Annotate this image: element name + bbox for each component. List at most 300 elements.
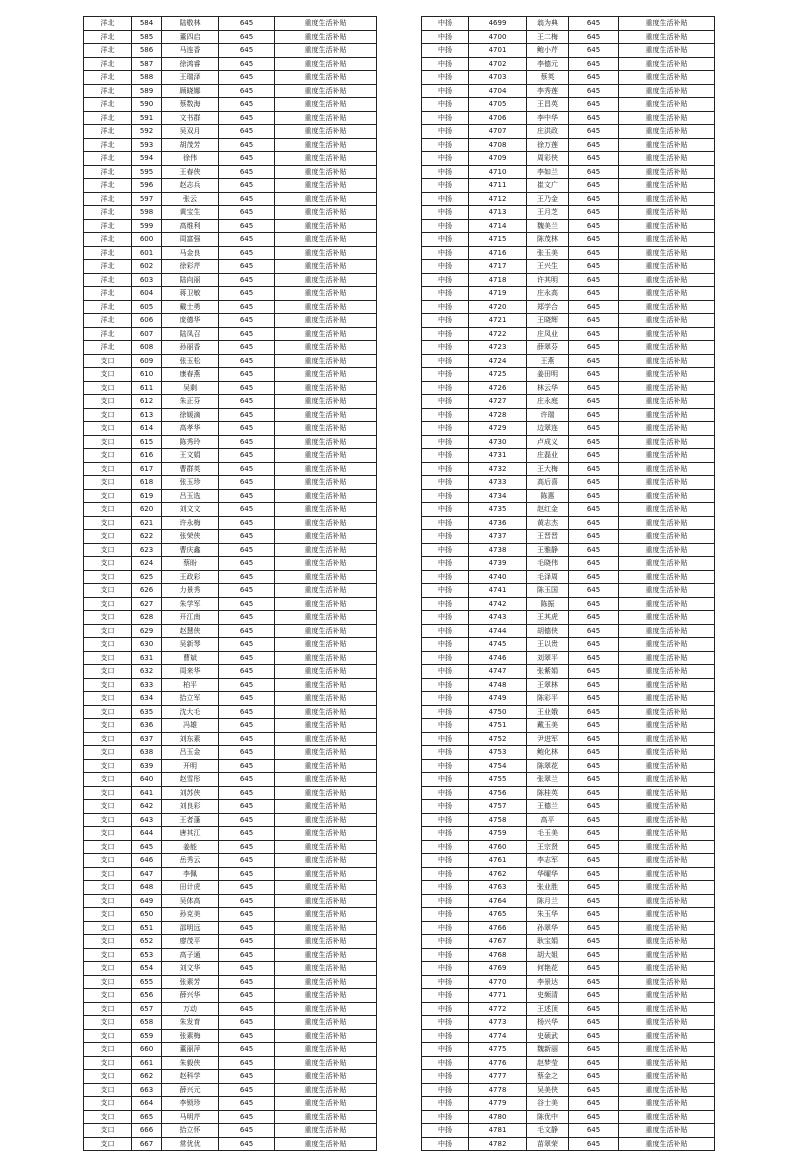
serial-number-cell: 641 (132, 786, 162, 800)
serial-number-cell: 4729 (469, 422, 527, 436)
amount-cell: 645 (569, 300, 619, 314)
name-cell: 陆向丽 (162, 273, 219, 287)
serial-number-cell: 4754 (469, 759, 527, 773)
table-row (84, 341, 377, 355)
serial-number-cell: 4781 (469, 1124, 527, 1138)
table-row (84, 935, 377, 949)
name-cell: 廖茂平 (162, 935, 219, 949)
serial-number-cell: 639 (132, 759, 162, 773)
amount-cell: 645 (569, 503, 619, 517)
table-row (84, 30, 377, 44)
amount-cell: 645 (219, 1029, 275, 1043)
table-row (422, 1137, 715, 1151)
amount-cell: 645 (569, 192, 619, 206)
serial-number-cell: 4770 (469, 975, 527, 989)
table-row (422, 17, 715, 31)
town-cell: 中扬 (422, 692, 469, 706)
amount-cell: 645 (569, 651, 619, 665)
subsidy-type-cell: 重度生活补贴 (275, 381, 377, 395)
subsidy-type-cell: 重度生活补贴 (275, 435, 377, 449)
subsidy-type-cell: 重度生活补贴 (275, 854, 377, 868)
subsidy-type-cell: 重度生活补贴 (275, 638, 377, 652)
town-cell: 洋北 (84, 30, 132, 44)
subsidy-type-cell: 重度生活补贴 (275, 557, 377, 571)
town-cell: 中扬 (422, 192, 469, 206)
name-cell: 曹斌 (162, 651, 219, 665)
name-cell: 许其明 (527, 273, 569, 287)
town-cell: 中扬 (422, 246, 469, 260)
amount-cell: 645 (569, 773, 619, 787)
name-cell: 林云华 (527, 381, 569, 395)
name-cell: 李佩 (162, 867, 219, 881)
serial-number-cell: 4708 (469, 138, 527, 152)
name-cell: 张业胜 (527, 881, 569, 895)
amount-cell: 645 (219, 827, 275, 841)
subsidy-type-cell: 重度生活补贴 (619, 557, 715, 571)
table-row (84, 611, 377, 625)
town-cell: 支口 (84, 1016, 132, 1030)
amount-cell: 645 (219, 989, 275, 1003)
serial-number-cell: 633 (132, 678, 162, 692)
table-row (84, 665, 377, 679)
name-cell: 李志军 (527, 854, 569, 868)
subsidy-type-cell: 重度生活补贴 (275, 368, 377, 382)
serial-number-cell: 4772 (469, 1002, 527, 1016)
name-cell: 徐鸿睿 (162, 57, 219, 71)
amount-cell: 645 (219, 1043, 275, 1057)
town-cell: 中扬 (422, 1137, 469, 1151)
subsidy-type-cell: 重度生活补贴 (619, 98, 715, 112)
serial-number-cell: 4743 (469, 611, 527, 625)
table-row (422, 422, 715, 436)
name-cell: 庄磊业 (527, 449, 569, 463)
amount-cell: 645 (569, 1016, 619, 1030)
town-cell: 支口 (84, 570, 132, 584)
table-row (422, 71, 715, 85)
amount-cell: 645 (569, 30, 619, 44)
town-cell: 支口 (84, 948, 132, 962)
name-cell: 马明芹 (162, 1110, 219, 1124)
table-row (84, 260, 377, 274)
serial-number-cell: 643 (132, 813, 162, 827)
table-row (84, 152, 377, 166)
name-cell: 朱玉华 (527, 908, 569, 922)
serial-number-cell: 4701 (469, 44, 527, 58)
table-row (84, 543, 377, 557)
amount-cell: 645 (219, 30, 275, 44)
town-cell: 支口 (84, 1137, 132, 1151)
amount-cell: 645 (569, 287, 619, 301)
subsidy-type-cell: 重度生活补贴 (275, 1124, 377, 1138)
subsidy-type-cell: 重度生活补贴 (619, 476, 715, 490)
amount-cell: 645 (219, 881, 275, 895)
table-row (84, 84, 377, 98)
name-cell: 陈翠花 (527, 759, 569, 773)
subsidy-type-cell: 重度生活补贴 (275, 692, 377, 706)
amount-cell: 645 (569, 962, 619, 976)
table-row (422, 57, 715, 71)
right-roster-body (422, 17, 715, 1151)
table-row (84, 1124, 377, 1138)
table-row (84, 975, 377, 989)
amount-cell: 645 (569, 1043, 619, 1057)
amount-cell: 645 (219, 1056, 275, 1070)
amount-cell: 645 (219, 1070, 275, 1084)
table-row (84, 111, 377, 125)
name-cell: 李秀莲 (527, 84, 569, 98)
name-cell: 庄洪政 (527, 125, 569, 139)
amount-cell: 645 (219, 813, 275, 827)
table-row (422, 516, 715, 530)
table-row (422, 219, 715, 233)
subsidy-type-cell: 重度生活补贴 (275, 611, 377, 625)
amount-cell: 645 (569, 800, 619, 814)
subsidy-type-cell: 重度生活补贴 (619, 381, 715, 395)
amount-cell: 645 (219, 786, 275, 800)
name-cell: 薛翠芬 (527, 341, 569, 355)
town-cell: 中扬 (422, 219, 469, 233)
subsidy-type-cell: 重度生活补贴 (275, 152, 377, 166)
town-cell: 支口 (84, 638, 132, 652)
serial-number-cell: 4767 (469, 935, 527, 949)
town-cell: 中扬 (422, 395, 469, 409)
name-cell: 陆敬林 (162, 17, 219, 31)
name-cell: 姜田明 (527, 368, 569, 382)
serial-number-cell: 652 (132, 935, 162, 949)
town-cell: 中扬 (422, 273, 469, 287)
amount-cell: 645 (219, 165, 275, 179)
serial-number-cell: 616 (132, 449, 162, 463)
subsidy-type-cell: 重度生活补贴 (619, 57, 715, 71)
table-row (84, 273, 377, 287)
table-row (422, 854, 715, 868)
town-cell: 支口 (84, 1056, 132, 1070)
amount-cell: 645 (219, 705, 275, 719)
subsidy-type-cell: 重度生活补贴 (619, 773, 715, 787)
subsidy-type-cell: 重度生活补贴 (619, 881, 715, 895)
town-cell: 中扬 (422, 584, 469, 598)
table-row (84, 462, 377, 476)
name-cell: 史频清 (527, 989, 569, 1003)
subsidy-type-cell: 重度生活补贴 (619, 179, 715, 193)
town-cell: 支口 (84, 449, 132, 463)
amount-cell: 645 (569, 1137, 619, 1151)
serial-number-cell: 4757 (469, 800, 527, 814)
amount-cell: 645 (569, 408, 619, 422)
town-cell: 中扬 (422, 570, 469, 584)
name-cell: 许永梅 (162, 516, 219, 530)
serial-number-cell: 611 (132, 381, 162, 395)
serial-number-cell: 4761 (469, 854, 527, 868)
town-cell: 洋北 (84, 98, 132, 112)
subsidy-type-cell: 重度生活补贴 (619, 462, 715, 476)
subsidy-type-cell: 重度生活补贴 (275, 1056, 377, 1070)
town-cell: 中扬 (422, 233, 469, 247)
amount-cell: 645 (569, 1097, 619, 1111)
name-cell: 毛泽周 (527, 570, 569, 584)
subsidy-type-cell: 重度生活补贴 (619, 719, 715, 733)
table-row (422, 840, 715, 854)
name-cell: 张荣侠 (162, 530, 219, 544)
name-cell: 蔡金之 (527, 1070, 569, 1084)
table-row (422, 489, 715, 503)
subsidy-type-cell: 重度生活补贴 (275, 921, 377, 935)
amount-cell: 645 (569, 111, 619, 125)
serial-number-cell: 657 (132, 1002, 162, 1016)
town-cell: 中扬 (422, 719, 469, 733)
subsidy-type-cell: 重度生活补贴 (619, 1124, 715, 1138)
serial-number-cell: 609 (132, 354, 162, 368)
name-cell: 王文娟 (162, 449, 219, 463)
town-cell: 支口 (84, 1124, 132, 1138)
name-cell: 王二梅 (527, 30, 569, 44)
table-row (422, 962, 715, 976)
name-cell: 王政彩 (162, 570, 219, 584)
subsidy-type-cell: 重度生活补贴 (619, 800, 715, 814)
name-cell: 吴体高 (162, 894, 219, 908)
table-row (84, 813, 377, 827)
serial-number-cell: 4771 (469, 989, 527, 1003)
town-cell: 中扬 (422, 138, 469, 152)
subsidy-type-cell: 重度生活补贴 (619, 219, 715, 233)
town-cell: 支口 (84, 1043, 132, 1057)
name-cell: 王其虎 (527, 611, 569, 625)
serial-number-cell: 4753 (469, 746, 527, 760)
subsidy-type-cell: 重度生活补贴 (275, 57, 377, 71)
name-cell: 马连香 (162, 44, 219, 58)
town-cell: 洋北 (84, 44, 132, 58)
name-cell: 李如兰 (527, 165, 569, 179)
name-cell: 庄永高 (527, 287, 569, 301)
town-cell: 中扬 (422, 975, 469, 989)
table-row (422, 570, 715, 584)
name-cell: 周富强 (162, 233, 219, 247)
table-row (84, 219, 377, 233)
serial-number-cell: 596 (132, 179, 162, 193)
subsidy-type-cell: 重度生活补贴 (275, 395, 377, 409)
table-row (422, 813, 715, 827)
amount-cell: 645 (569, 206, 619, 220)
serial-number-cell: 4746 (469, 651, 527, 665)
table-row (84, 705, 377, 719)
table-row (422, 530, 715, 544)
table-row (422, 719, 715, 733)
table-row (422, 800, 715, 814)
subsidy-type-cell: 重度生活补贴 (619, 1056, 715, 1070)
serial-number-cell: 4774 (469, 1029, 527, 1043)
table-row (422, 773, 715, 787)
serial-number-cell: 603 (132, 273, 162, 287)
table-row (84, 530, 377, 544)
subsidy-type-cell: 重度生活补贴 (619, 732, 715, 746)
serial-number-cell: 4709 (469, 152, 527, 166)
name-cell: 薛兴元 (162, 1083, 219, 1097)
subsidy-type-cell: 重度生活补贴 (275, 341, 377, 355)
serial-number-cell: 4769 (469, 962, 527, 976)
name-cell: 朱学军 (162, 597, 219, 611)
name-cell: 王晓辉 (527, 314, 569, 328)
name-cell: 王雅静 (527, 543, 569, 557)
table-row (84, 759, 377, 773)
name-cell: 杨兴华 (527, 1016, 569, 1030)
name-cell: 华曜华 (527, 867, 569, 881)
serial-number-cell: 4755 (469, 773, 527, 787)
subsidy-type-cell: 重度生活补贴 (275, 300, 377, 314)
serial-number-cell: 4699 (469, 17, 527, 31)
name-cell: 张玉松 (162, 354, 219, 368)
table-row (84, 894, 377, 908)
amount-cell: 645 (219, 854, 275, 868)
town-cell: 中扬 (422, 57, 469, 71)
table-row (84, 584, 377, 598)
subsidy-type-cell: 重度生活补贴 (275, 719, 377, 733)
amount-cell: 645 (569, 624, 619, 638)
name-cell: 蒋卫敏 (162, 287, 219, 301)
amount-cell: 645 (569, 138, 619, 152)
town-cell: 中扬 (422, 1002, 469, 1016)
serial-number-cell: 4714 (469, 219, 527, 233)
table-row (422, 881, 715, 895)
town-cell: 中扬 (422, 962, 469, 976)
town-cell: 中扬 (422, 84, 469, 98)
subsidy-type-cell: 重度生活补贴 (275, 746, 377, 760)
table-row (84, 773, 377, 787)
subsidy-type-cell: 重度生活补贴 (619, 260, 715, 274)
subsidy-type-cell: 重度生活补贴 (619, 206, 715, 220)
subsidy-type-cell: 重度生活补贴 (275, 975, 377, 989)
table-row (422, 84, 715, 98)
name-cell: 刘苏侠 (162, 786, 219, 800)
amount-cell: 645 (569, 368, 619, 382)
right-roster-table (421, 16, 715, 1151)
amount-cell: 645 (569, 449, 619, 463)
subsidy-type-cell: 重度生活补贴 (275, 273, 377, 287)
table-row (422, 746, 715, 760)
serial-number-cell: 591 (132, 111, 162, 125)
town-cell: 中扬 (422, 489, 469, 503)
table-row (422, 449, 715, 463)
serial-number-cell: 4704 (469, 84, 527, 98)
name-cell: 张紫娟 (527, 665, 569, 679)
subsidy-type-cell: 重度生活补贴 (619, 17, 715, 31)
town-cell: 支口 (84, 611, 132, 625)
name-cell: 邵明远 (162, 921, 219, 935)
subsidy-type-cell: 重度生活补贴 (619, 759, 715, 773)
town-cell: 支口 (84, 368, 132, 382)
amount-cell: 645 (569, 570, 619, 584)
town-cell: 中扬 (422, 314, 469, 328)
name-cell: 庄永庭 (527, 395, 569, 409)
serial-number-cell: 4779 (469, 1097, 527, 1111)
serial-number-cell: 4706 (469, 111, 527, 125)
serial-number-cell: 4716 (469, 246, 527, 260)
table-row (422, 179, 715, 193)
table-row (422, 1097, 715, 1111)
serial-number-cell: 4741 (469, 584, 527, 598)
town-cell: 中扬 (422, 1110, 469, 1124)
subsidy-type-cell: 重度生活补贴 (275, 584, 377, 598)
town-cell: 中扬 (422, 597, 469, 611)
subsidy-type-cell: 重度生活补贴 (619, 30, 715, 44)
town-cell: 中扬 (422, 165, 469, 179)
amount-cell: 645 (569, 314, 619, 328)
serial-number-cell: 4713 (469, 206, 527, 220)
amount-cell: 645 (569, 746, 619, 760)
amount-cell: 645 (569, 1083, 619, 1097)
table-row (422, 354, 715, 368)
amount-cell: 645 (569, 165, 619, 179)
town-cell: 洋北 (84, 314, 132, 328)
name-cell: 王德兰 (527, 800, 569, 814)
table-row (422, 314, 715, 328)
name-cell: 徐伟 (162, 152, 219, 166)
name-cell: 文书群 (162, 111, 219, 125)
subsidy-type-cell: 重度生活补贴 (619, 840, 715, 854)
table-row (84, 125, 377, 139)
amount-cell: 645 (569, 435, 619, 449)
table-row (422, 1029, 715, 1043)
subsidy-type-cell: 重度生活补贴 (619, 989, 715, 1003)
subsidy-type-cell: 重度生活补贴 (619, 165, 715, 179)
serial-number-cell: 648 (132, 881, 162, 895)
serial-number-cell: 621 (132, 516, 162, 530)
town-cell: 支口 (84, 692, 132, 706)
serial-number-cell: 4748 (469, 678, 527, 692)
name-cell: 王者蓬 (162, 813, 219, 827)
amount-cell: 645 (569, 894, 619, 908)
name-cell: 徐万莲 (527, 138, 569, 152)
subsidy-type-cell: 重度生活补贴 (619, 665, 715, 679)
subsidy-type-cell: 重度生活补贴 (275, 732, 377, 746)
name-cell: 耿宝娟 (527, 935, 569, 949)
amount-cell: 645 (569, 678, 619, 692)
town-cell: 支口 (84, 989, 132, 1003)
serial-number-cell: 599 (132, 219, 162, 233)
table-row (84, 786, 377, 800)
town-cell: 洋北 (84, 192, 132, 206)
serial-number-cell: 4715 (469, 233, 527, 247)
amount-cell: 645 (569, 584, 619, 598)
town-cell: 支口 (84, 759, 132, 773)
amount-cell: 645 (219, 840, 275, 854)
town-cell: 中扬 (422, 1070, 469, 1084)
amount-cell: 645 (219, 1002, 275, 1016)
serial-number-cell: 612 (132, 395, 162, 409)
table-row (422, 408, 715, 422)
town-cell: 中扬 (422, 935, 469, 949)
town-cell: 中扬 (422, 111, 469, 125)
serial-number-cell: 4780 (469, 1110, 527, 1124)
serial-number-cell: 655 (132, 975, 162, 989)
town-cell: 支口 (84, 476, 132, 490)
subsidy-type-cell: 重度生活补贴 (619, 111, 715, 125)
town-cell: 中扬 (422, 1043, 469, 1057)
amount-cell: 645 (219, 44, 275, 58)
name-cell: 郑学合 (527, 300, 569, 314)
name-cell: 崔文广 (527, 179, 569, 193)
subsidy-type-cell: 重度生活补贴 (275, 759, 377, 773)
town-cell: 洋北 (84, 273, 132, 287)
amount-cell: 645 (219, 111, 275, 125)
town-cell: 支口 (84, 800, 132, 814)
name-cell: 陈茂林 (527, 233, 569, 247)
subsidy-type-cell: 重度生活补贴 (275, 260, 377, 274)
serial-number-cell: 593 (132, 138, 162, 152)
town-cell: 中扬 (422, 98, 469, 112)
town-cell: 支口 (84, 516, 132, 530)
amount-cell: 645 (219, 368, 275, 382)
amount-cell: 645 (569, 908, 619, 922)
